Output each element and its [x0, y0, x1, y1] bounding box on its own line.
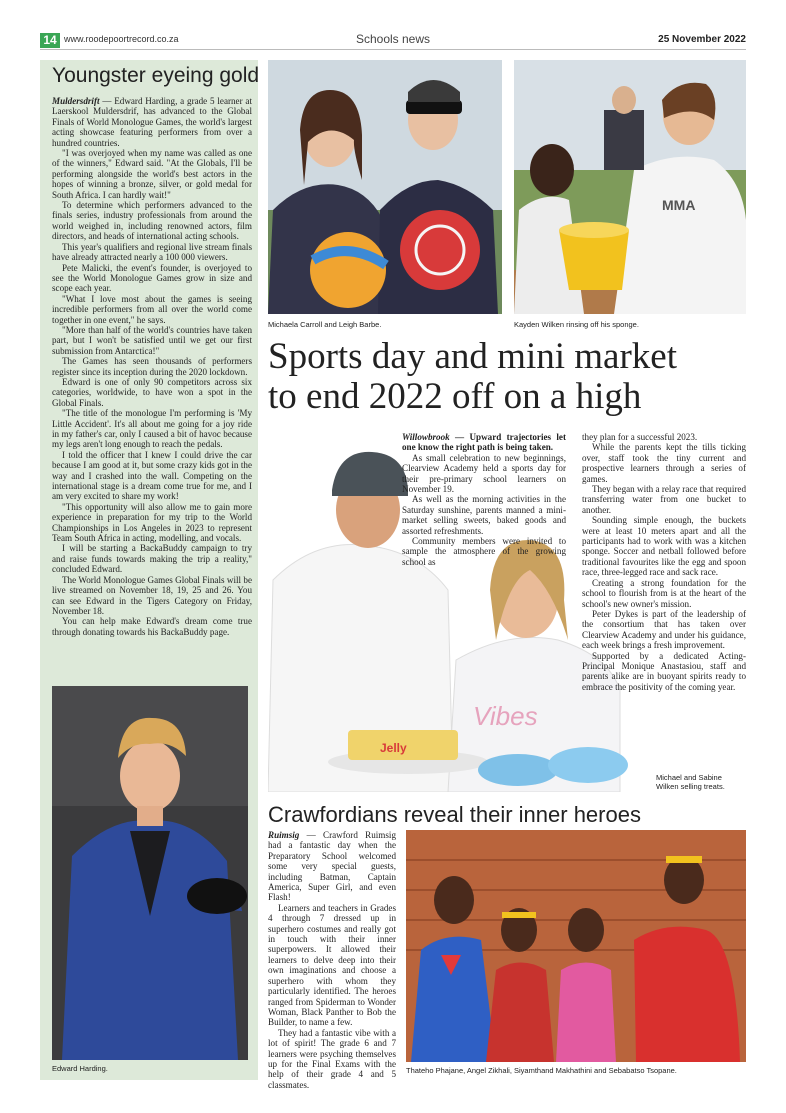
kids-bucket-photo-icon — [514, 60, 746, 314]
story2-paragraph: They began with a relay race that required transferring water from one bucket to another. — [582, 484, 746, 515]
story2-paragraph: As small celebration to new beginnings, Clearview Academy held a sports day for their pre-primary school learners on November 19. — [402, 452, 566, 495]
market-caption — [656, 773, 746, 791]
caption-right: Kayden Wilken rinsing off his sponge. — [514, 320, 639, 329]
cake-text: Jelly — [380, 741, 407, 755]
caption-left: Michaela Carroll and Leigh Barbe. — [268, 320, 382, 329]
svg-text:MMA: MMA — [662, 197, 696, 213]
story2-paragraph: While the parents kept the tills ticking over, staff took the tiny current and prospective learners through a series of games. — [582, 442, 746, 484]
story3-paragraph: Learners and teachers in Grades 4 through 7 dressed up in superhero costumes and really got in touch with their inner superpowers. It allowed their learners to delve deep into their own imaginations and choose a superhero with whom they particularly identified. The heroes ranged from Spiderman to Wonder Woman, Black Panther to Bob the Builder, to name a few. — [268, 902, 396, 1028]
story1-headline: Youngster eyeing gold — [52, 64, 260, 87]
story1-paragraph: The Games has seen thousands of performers register since its inception during the 2020 lockdown. — [52, 356, 252, 377]
story2-paragraph: Sounding simple enough, the buckets were at least 10 meters apart and all the participants had to work with was a kitchen sponge. Soccer and netball followed before traditional favourites like the egg and spoon race, three-legged race and sack race. — [582, 515, 746, 578]
photo-sponge — [514, 60, 746, 314]
story1-dateline: Muldersdrift — [52, 96, 100, 106]
story1-paragraph: Pete Malicki, the event's founder, is overjoyed to see the World Monologue Games grow in size and scope each year. — [52, 262, 252, 294]
story2-paragraph: they plan for a successful 2023. — [582, 432, 698, 442]
story2-paragraph: Supported by a dedicated Acting-Principal Monique Anastasiou, staff and parents alike are in buoyant spirits ready to embrace the positivity of the coming year. — [582, 650, 746, 692]
story2-paragraph: Community members were invited to sample the atmosphere of the growing school as — [402, 536, 566, 567]
story2-lead: — Upward trajectories let one know the right path is being taken. — [402, 432, 566, 453]
story3-text: — Crawford Ruimsig had a fantastic day when the Preparatory School welcomed some very special guests, including Batman, Captain America, Super Girl, and even Flash! — [268, 830, 396, 903]
story3-dateline: Ruimsig — [268, 830, 300, 840]
edward-caption: Edward Harding. — [52, 1064, 108, 1073]
women-with-balls-photo-icon — [268, 60, 502, 314]
story2-paragraph — [402, 432, 566, 453]
issue-date: 25 November 2022 — [658, 34, 746, 45]
story1-paragraph: "The title of the monologue I'm performing is 'My Little Accident'. It's all about me going for a joy ride in my father's car, only I caused a bit of havoc because my legs aren't long enough to reach the pedals. — [52, 408, 252, 450]
story1-paragraph: "More than half of the world's countries have taken part, but I won't be satisfied until we get our first submission from Antarctica!" — [52, 324, 252, 356]
story2-headline-line: Sports day and mini market — [268, 336, 677, 377]
story1-paragraph: You can help make Edward's dream come true through donating towards his BackaBuddy page. — [52, 616, 252, 637]
story2-col1 — [402, 432, 566, 567]
kids-superheroes-photo-icon — [406, 830, 746, 1062]
story1-paragraph: "What I love most about the games is seeing incredible performers from all over the world come together in one event," he says. — [52, 293, 252, 325]
story2-paragraph: As well as the morning activities in the Saturday sunshine, parents manned a mini-market selling sweets, baked goods and assorted refreshments. — [402, 494, 566, 536]
story2-headline-line: to end 2022 off on a high — [268, 376, 642, 417]
website-url[interactable]: www.roodepoortrecord.co.za — [64, 34, 179, 44]
page-number: 14 — [40, 33, 60, 48]
story1-paragraph: I told the officer that I knew I could drive the car because I am good at it, but some crazy kids got in the way and I crashed into the wall. Competing on the international stage is a dream come true for me, and I am very excited to share my work! — [52, 449, 252, 502]
photo-balls — [268, 60, 502, 314]
photo-heroes — [406, 830, 746, 1062]
market-caption-line: Wilken selling treats. — [656, 782, 725, 791]
story1-paragraph: Edward is one of only 90 competitors across six categories, worldwide, to have won a spot in the Global Finals. — [52, 376, 252, 408]
story1-paragraph — [52, 96, 252, 148]
story1-text: — Edward Harding, a grade 5 learner at Laerskool Muldersdrif, has advanced to the Global Finals of World Monologue Games, the world's largest acting showcase featuring performers from over a hundred countries. — [52, 96, 252, 148]
story3-paragraph — [268, 830, 396, 903]
story1-paragraph: To determine which performers advanced to the finals series, industry professionals from around the world weighed in, including renowned actors, film directors, and heads of international acting schools. — [52, 200, 252, 242]
story1-paragraph: I will be starting a BackaBuddy campaign to try and raise funds towards making the trip a reality," concluded Edward. — [52, 543, 252, 575]
shirt-text: Vibes — [473, 701, 538, 731]
story2-dateline: Willowbrook — [402, 432, 450, 442]
story1-body — [52, 96, 252, 637]
story2-headline — [268, 337, 758, 417]
story1-paragraph: The World Monologue Games Global Finals will be live streamed on November 18, 19, 25 and 26. You can see Edward in the Tigers Category on Friday, November 18. — [52, 574, 252, 616]
story1-paragraph: "I was overjoyed when my name was called as one of the winners," Edward said. "At the Globals, I'll be performing alongside the world's best actors in the hopes of winning a bronze, silver, or gold medal for South Africa. I can hardly wait!" — [52, 148, 252, 200]
section-title: Schools news — [355, 32, 431, 46]
header-rule — [40, 49, 746, 50]
story3-paragraph: They had a fantastic vibe with a lot of spirit! The grade 6 and 7 learners were psyching themselves up for the Final Exams with the help of their grade 4 and 5 classmates. — [268, 1027, 396, 1090]
edward-photo — [52, 686, 248, 1060]
market-caption-line: Michael and Sabine — [656, 773, 722, 782]
story1-paragraph: This year's qualifiers and regional live stream finals have already attracted nearly a 100 000 viewers. — [52, 241, 252, 263]
heroes-caption: Thateho Phajane, Angel Zikhali, Siyamthand Makhathini and Sebabatso Tsopane. — [406, 1066, 677, 1075]
story2-paragraph: Creating a strong foundation for the school to flourish from is at the heart of the school's new owner's mission. — [582, 577, 746, 609]
story3-body — [268, 830, 396, 1090]
story1-paragraph: "This opportunity will also allow me to gain more experience in preparation for my trip to the World Championships in Los Angeles in 2023 to represent Team South Africa in acting, modelling, and vocals. — [52, 501, 252, 544]
story3-headline: Crawfordians reveal their inner heroes — [268, 802, 641, 827]
story2-paragraph: Peter Dykes is part of the leadership of the consortium that has taken over Clearview Academy and under his guidance, each week brings a fresh improvement. — [582, 608, 746, 651]
story2-col2 — [582, 432, 746, 692]
boy-portrait-icon — [52, 686, 248, 1060]
